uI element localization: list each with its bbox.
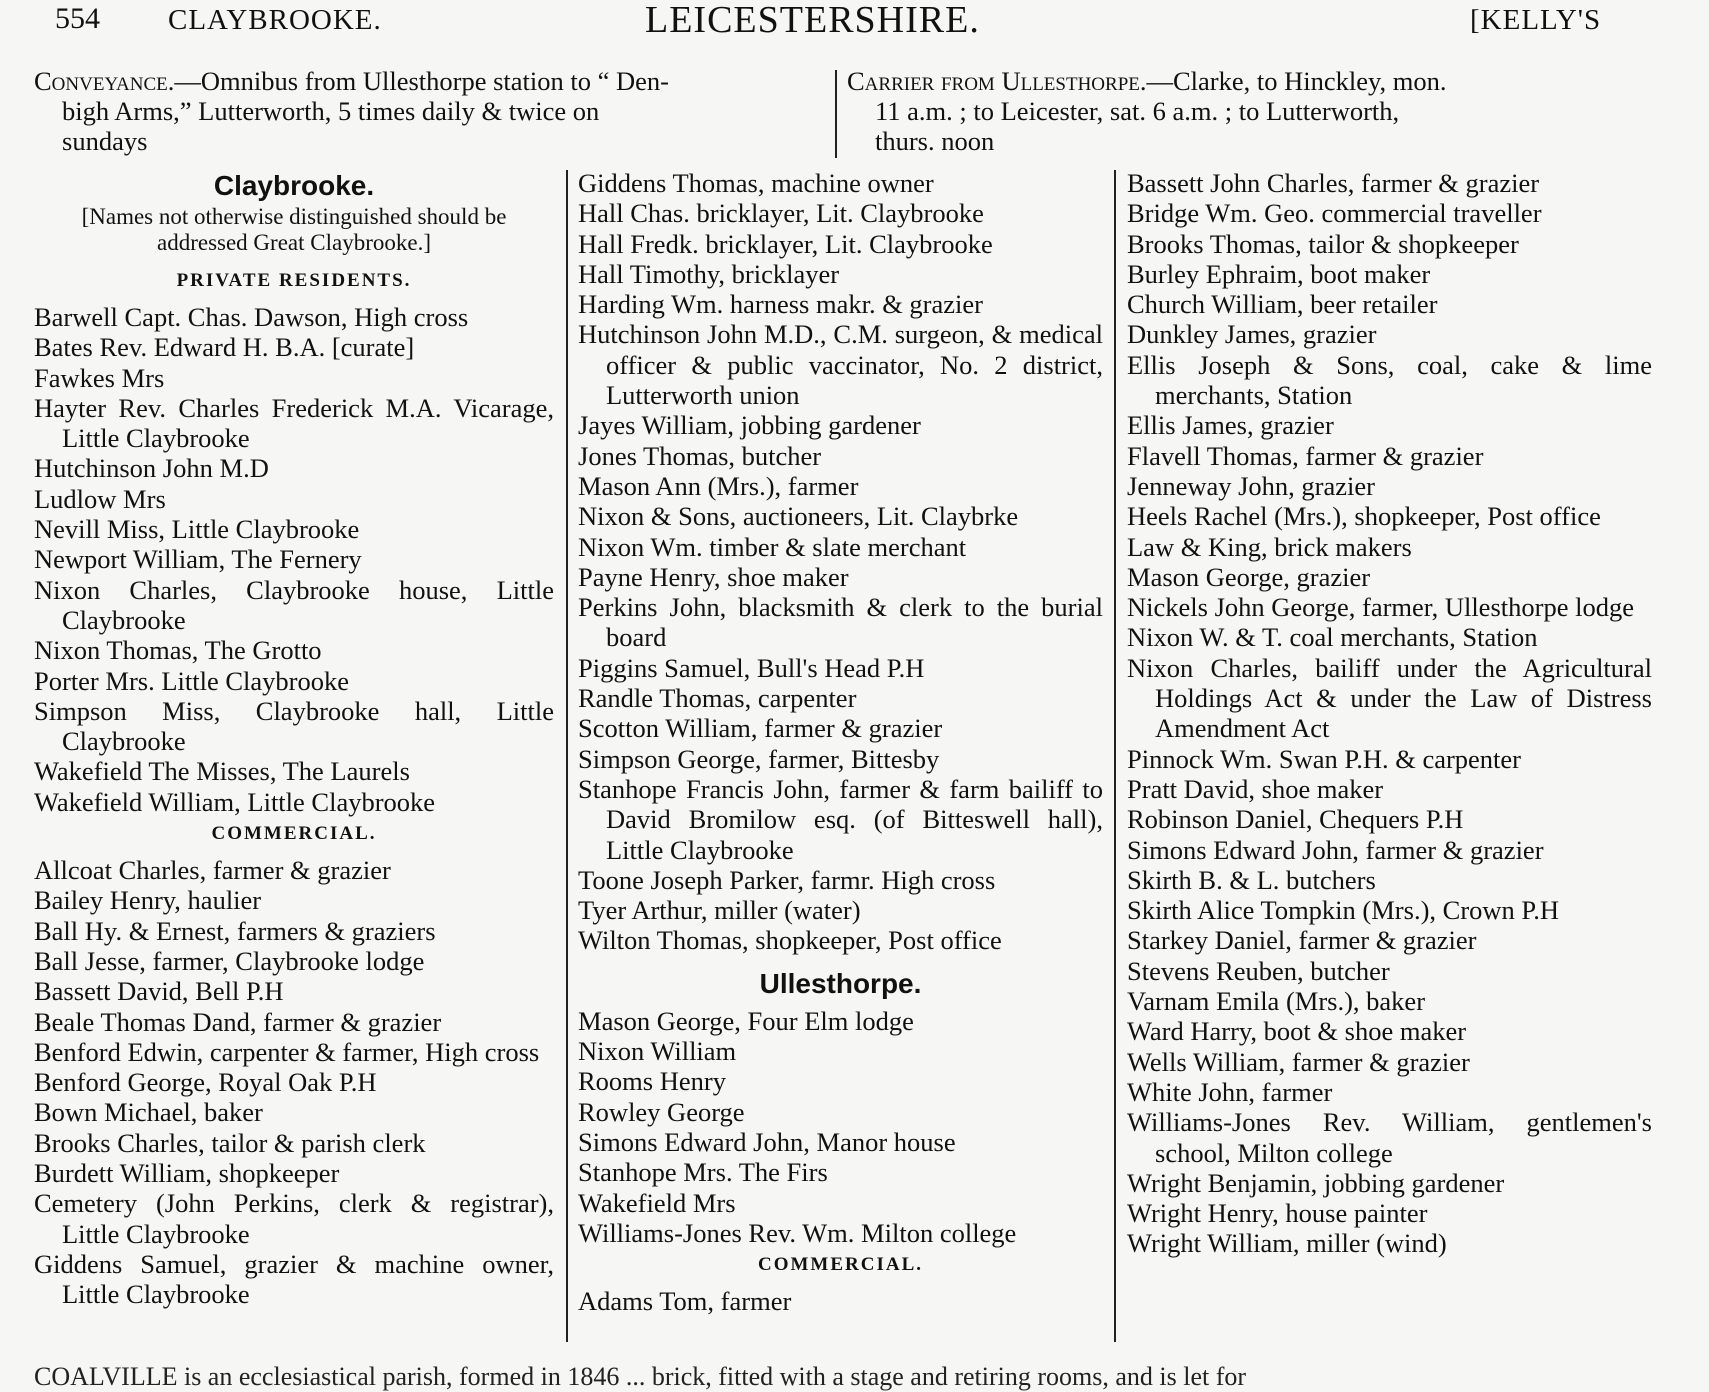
- list-item: Rooms Henry: [578, 1066, 726, 1097]
- list-item: Wilton Thomas, shopkeeper, Post office: [578, 925, 1002, 956]
- list-item: Heels Rachel (Mrs.), shopkeeper, Post office: [1127, 501, 1601, 532]
- publisher-title: [KELLY'S: [1470, 4, 1602, 36]
- list-item: Hall Timothy, bricklayer: [578, 258, 840, 289]
- list-item: Nixon Wm. timber & slate merchant: [578, 531, 967, 562]
- list-item: Williams-Jones Rev. Wm. Milton college: [578, 1217, 1017, 1248]
- list-item: Randle Thomas, carpenter: [578, 683, 857, 714]
- list-item: Wright Benjamin, jobbing gardener: [1127, 1167, 1505, 1198]
- ullesthorpe-commercial-list: [578, 1286, 1103, 1316]
- list-item: Simpson George, farmer, Bittesby: [578, 743, 940, 774]
- list-item: Beale Thomas Dand, farmer & grazier: [34, 1006, 442, 1037]
- list-item: Giddens Thomas, machine owner: [578, 168, 934, 198]
- list-item: Starkey Daniel, farmer & grazier: [1127, 925, 1477, 956]
- list-item: Flavell Thomas, farmer & grazier: [1127, 440, 1484, 471]
- list-item: Adams Tom, farmer: [578, 1286, 792, 1317]
- list-item: Porter Mrs. Little Claybrooke: [34, 665, 349, 696]
- list-item: Ludlow Mrs: [34, 483, 166, 514]
- list-item: Ball Hy. & Ernest, farmers & graziers: [34, 915, 436, 946]
- list-item: Brooks Thomas, tailor & shopkeeper: [1127, 228, 1519, 259]
- list-item: Varnam Emila (Mrs.), baker: [1127, 986, 1426, 1017]
- private-residents-list: [34, 302, 554, 817]
- list-item: Stevens Reuben, butcher: [1127, 955, 1390, 986]
- list-item: Nixon William: [578, 1036, 737, 1067]
- column-3: [1127, 168, 1652, 1259]
- list-item: Wright William, miller (wind): [1127, 1228, 1447, 1259]
- list-item: Nickels John George, farmer, Ullesthorpe lodge: [1127, 592, 1634, 623]
- ullesthorpe-private-list: [578, 1006, 1103, 1248]
- list-item: Burdett William, shopkeeper: [34, 1158, 340, 1189]
- list-item: Brooks Charles, tailor & parish clerk: [34, 1127, 426, 1158]
- list-item: Simpson Miss, Claybrooke hall, Little Claybrooke: [34, 695, 554, 757]
- list-item: Mason George, Four Elm lodge: [578, 1005, 914, 1036]
- list-item: Giddens Samuel, grazier & machine owner, Little Claybrooke: [34, 1248, 554, 1310]
- list-item: Hall Chas. bricklayer, Lit. Claybrooke: [578, 198, 984, 229]
- list-item: Payne Henry, shoe maker: [578, 561, 849, 592]
- ullesthorpe-commercial-list-continued: [1127, 168, 1652, 1259]
- list-item: Jones Thomas, butcher: [578, 440, 822, 471]
- list-item: Bates Rev. Edward H. B.A. [curate]: [34, 332, 415, 363]
- list-item: Pinnock Wm. Swan P.H. & carpenter: [1127, 743, 1522, 774]
- list-item: Toone Joseph Parker, farmr. High cross: [578, 864, 996, 895]
- column-rule: [566, 170, 568, 1342]
- list-item: Nixon & Sons, auctioneers, Lit. Claybrke: [578, 501, 1019, 532]
- list-item: Benford George, Royal Oak P.H: [34, 1067, 377, 1098]
- carrier-line: thurs. noon: [875, 126, 995, 156]
- page-number: 554: [55, 2, 100, 35]
- carrier-line: 11 a.m. ; to Leicester, sat. 6 a.m. ; to Lutterworth,: [875, 96, 1400, 126]
- carrier-line: —Clarke, to Hinckley, mon.: [1146, 66, 1447, 96]
- carrier-head: Carrier from Ullesthorpe.: [847, 66, 1147, 96]
- list-item: Rowley George: [578, 1096, 745, 1127]
- list-item: Perkins John, blacksmith & clerk to the burial board: [578, 592, 1103, 653]
- list-item: Newport William, The Fernery: [34, 544, 362, 575]
- conveyance-line: —Omnibus from Ullesthorpe station to “ Den-: [174, 66, 669, 96]
- section-title-ullesthorpe: Ullesthorpe.: [759, 967, 922, 999]
- list-item: Bassett John Charles, farmer & grazier: [1127, 168, 1540, 198]
- list-item: Simons Edward John, Manor house: [578, 1126, 956, 1157]
- list-item: White John, farmer: [1127, 1076, 1333, 1107]
- column-2: [578, 168, 1103, 1316]
- list-item: Tyer Arthur, miller (water): [578, 895, 861, 926]
- list-item: Stanhope Francis John, farmer & farm bailiff to David Bromilow esq. (of Bitteswell hall), Little Claybrooke: [578, 773, 1103, 865]
- list-item: Jenneway John, grazier: [1127, 470, 1375, 501]
- list-item: Ball Jesse, farmer, Claybrooke lodge: [34, 945, 425, 976]
- list-item: Simons Edward John, farmer & grazier: [1127, 834, 1544, 865]
- list-item: Stanhope Mrs. The Firs: [578, 1157, 828, 1188]
- list-item: Williams-Jones Rev. William, gentlemen's school, Milton college: [1127, 1107, 1652, 1168]
- commercial-list: [34, 855, 554, 1309]
- list-item: Piggins Samuel, Bull's Head P.H: [578, 652, 925, 683]
- list-item: Nixon Charles, Claybrooke house, Little Claybrooke: [34, 574, 554, 635]
- list-item: Nixon Charles, bailiff under the Agricultural Holdings Act & under the Law of Distress Amendment Act: [1127, 652, 1652, 744]
- list-item: Wells William, farmer & grazier: [1127, 1046, 1470, 1077]
- private-residents-heading: PRIVATE RESIDENTS.: [176, 270, 412, 291]
- column-rule: [1114, 170, 1116, 1342]
- conveyance-note: [34, 66, 824, 156]
- list-item: Bailey Henry, haulier: [34, 885, 262, 916]
- list-item: Church William, beer retailer: [1127, 289, 1438, 320]
- conveyance-line: sundays: [62, 126, 148, 156]
- running-title-left: CLAYBROOKE.: [168, 4, 382, 36]
- list-item: Scotton William, farmer & grazier: [578, 713, 943, 744]
- list-item: Wakefield Mrs: [578, 1187, 736, 1218]
- list-item: Bridge Wm. Geo. commercial traveller: [1127, 198, 1542, 229]
- list-item: Hayter Rev. Charles Frederick M.A. Vicarage, Little Claybrooke: [34, 392, 554, 454]
- county-title: LEICESTERSHIRE.: [645, 0, 980, 41]
- next-section-text: COALVILLE is an ecclesiastical parish, formed in 1846 ... brick, fitted with a stage and retiring rooms, and is let for: [34, 1362, 1247, 1391]
- list-item: Benford Edwin, carpenter & farmer, High cross: [34, 1036, 540, 1067]
- list-item: Burley Ephraim, boot maker: [1127, 258, 1431, 289]
- list-item: Hutchinson John M.D: [34, 453, 269, 484]
- list-item: Wakefield The Misses, The Laurels: [34, 756, 410, 787]
- section-title-claybrooke: Claybrooke.: [213, 170, 375, 201]
- address-note: [Names not otherwise distinguished should be addressed Great Claybrooke.]: [81, 204, 507, 255]
- list-item: Ward Harry, boot & shoe maker: [1127, 1016, 1467, 1047]
- column-rule: [835, 70, 837, 158]
- list-item: Nevill Miss, Little Claybrooke: [34, 514, 360, 545]
- page-header: [0, 0, 1709, 48]
- list-item: Hutchinson John M.D., C.M. surgeon, & medical officer & public vaccinator, No. 2 district, Lutterworth union: [578, 319, 1103, 411]
- list-item: Skirth B. & L. butchers: [1127, 864, 1376, 895]
- list-item: Skirth Alice Tompkin (Mrs.), Crown P.H: [1127, 895, 1559, 926]
- list-item: Allcoat Charles, farmer & grazier: [34, 855, 391, 886]
- commercial-heading: COMMERCIAL.: [757, 1254, 924, 1276]
- list-item: Barwell Capt. Chas. Dawson, High cross: [34, 302, 469, 332]
- conveyance-head: Conveyance.: [34, 66, 175, 96]
- column-1: [34, 168, 554, 1310]
- conveyance-line: bigh Arms,” Lutterworth, 5 times daily & twice on: [62, 96, 600, 126]
- list-item: Nixon Thomas, The Grotto: [34, 635, 322, 666]
- list-item: Bassett David, Bell P.H: [34, 976, 284, 1007]
- list-item: Dunkley James, grazier: [1127, 319, 1377, 350]
- list-item: Mason George, grazier: [1127, 561, 1371, 592]
- list-item: Law & King, brick makers: [1127, 531, 1412, 562]
- list-item: Harding Wm. harness makr. & grazier: [578, 289, 983, 320]
- commercial-heading: COMMERCIAL.: [211, 823, 377, 845]
- list-item: Ellis Joseph & Sons, coal, cake & lime merchants, Station: [1127, 349, 1652, 411]
- list-item: Wright Henry, house painter: [1127, 1198, 1428, 1229]
- list-item: Cemetery (John Perkins, clerk & registrar), Little Claybrooke: [34, 1188, 554, 1249]
- list-item: Fawkes Mrs: [34, 362, 165, 393]
- list-item: Pratt David, shoe maker: [1127, 773, 1384, 804]
- carrier-note: [847, 66, 1647, 156]
- list-item: Ellis James, grazier: [1127, 410, 1334, 441]
- commercial-list-continued: [578, 168, 1103, 956]
- list-item: Wakefield William, Little Claybrooke: [34, 786, 436, 817]
- list-item: Jayes William, jobbing gardener: [578, 410, 921, 441]
- list-item: Robinson Daniel, Chequers P.H: [1127, 804, 1464, 835]
- list-item: Mason Ann (Mrs.), farmer: [578, 470, 859, 501]
- list-item: Hall Fredk. bricklayer, Lit. Claybrooke: [578, 228, 993, 259]
- list-item: Nixon W. & T. coal merchants, Station: [1127, 622, 1538, 653]
- list-item: Bown Michael, baker: [34, 1097, 263, 1128]
